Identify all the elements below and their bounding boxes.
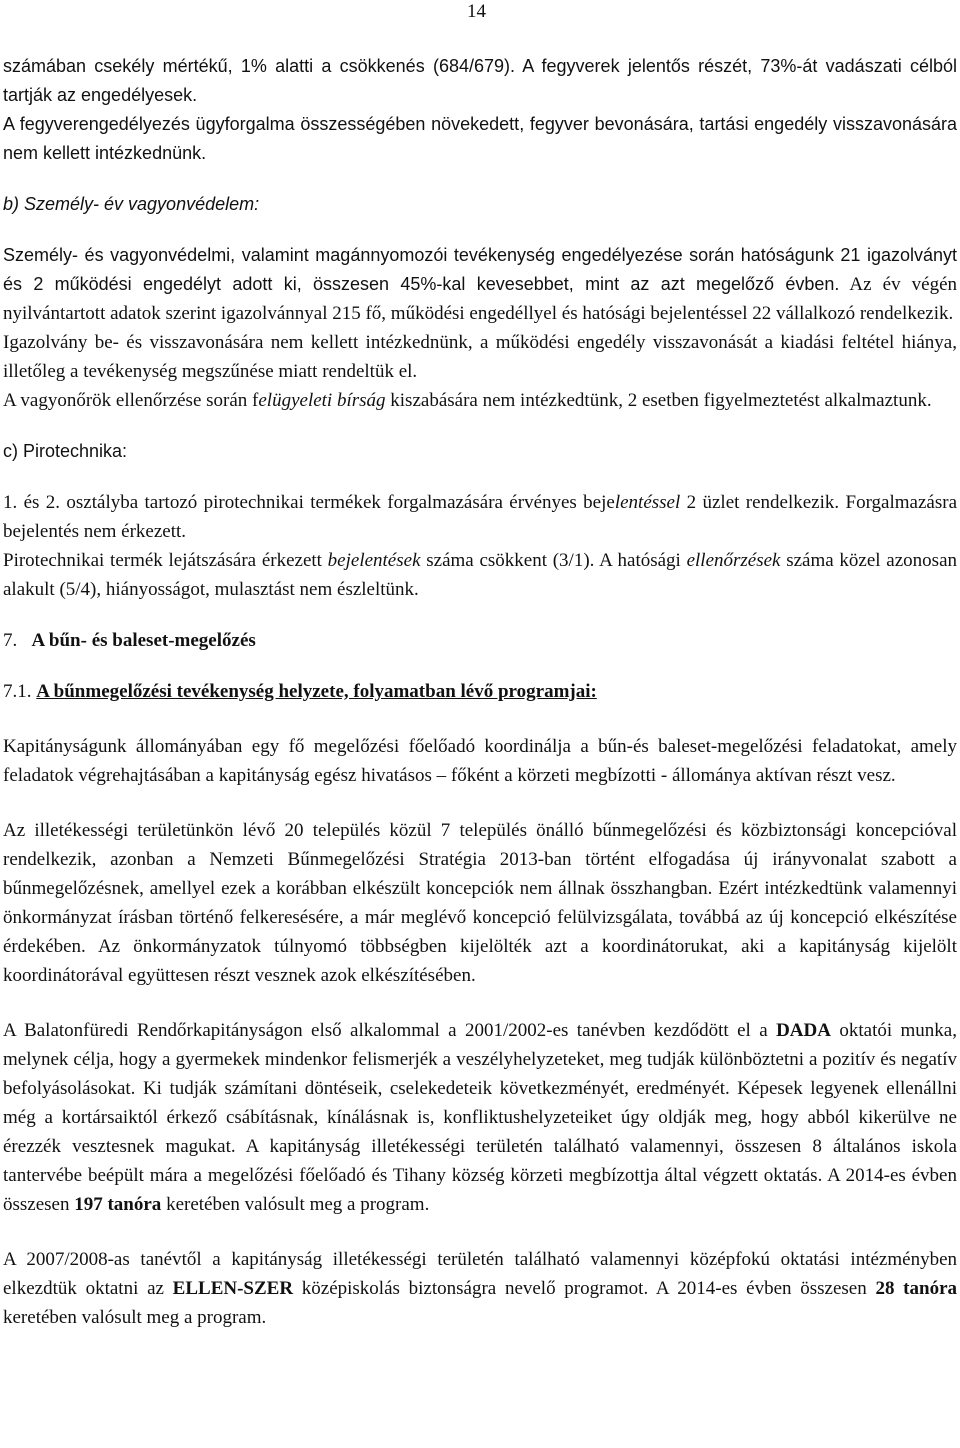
heading-c-pyrotechnics: c) Pirotechnika: bbox=[3, 441, 128, 461]
paragraph-security-licensing: Személy- és vagyonvédelmi, valamint magánnyomozói tevékenység engedélyezése során hatóságunk 21 igazolványt és 2 működési engedélyt adott ki, összesen 45%-kal kevesebbet, mint az azt megelőző évben. Az év végén nyilvántartott adatok szerint igazolvánnyal 215 fő, működési engedéllyel és hatósági bejelentéssel 22 vállalkozó rendelkezik. bbox=[3, 245, 957, 324]
section-7-heading: 7. A bűn- és baleset-megelőzés bbox=[3, 630, 256, 651]
page-number: 14 bbox=[467, 1, 486, 22]
paragraph-firearms-licensing: A fegyverengedélyezés ügyforgalma összességében növekedett, fegyver bevonására, tartási engedély visszavonására nem kellett intézkednünk. bbox=[3, 114, 957, 163]
paragraph-prevention-coordinator: Kapitányságunk állományában egy fő megelőzési főelőadó koordinálja a bűn-és baleset-megelőzési feladatokat, amely feladatok végrehajtásában a kapitányság egész hivatásos – főként a körzeti megbízotti - állománya aktívan részt vesz. bbox=[3, 736, 957, 786]
paragraph-pyrotechnics-checks: Pirotechnikai termék lejátszására érkezett bejelentések száma csökkent (3/1). A hatósági ellenőrzések száma közel azonosan alakult (5/4), hiányosságot, mulasztást nem észleltünk. bbox=[3, 550, 958, 600]
paragraph-municipal-concepts: Az illetékességi területünkön lévő 20 település közül 7 település önálló bűnmegelőzési és közbiztonsági koncepcióval rendelkezik, azonban a Nemzeti Bűnmegelőzési Stratégia 2013-ban történt elfogadása új irányvonalat szabott a bűnmegelőzésnek, amellyel ezek a korábban elkészült koncepciók nem állnak összhangban. Ezért intézkedtünk valamennyi önkormányzat írásban történő felkeresésére, a már meglévő koncepció felülvizsgálata, továbbá az új koncepció elkészítése érdekében. Az önkormányzatok túlnyomó többségben kijelölték azt a koordinátorukat, aki a kapitányság kijelölt koordinátorával együttesen részt vesznek azok elkészítésében. bbox=[3, 820, 957, 986]
paragraph-ellen-szer-program: A 2007/2008-as tanévtől a kapitányság illetékességi területén található valamennyi középfokú oktatási intézményben elkezdtük oktatni az ELLEN-SZER középiskolás biztonságra nevelő programot. A 2014-es évben összesen 28 tanóra keretében valósult meg a program. bbox=[3, 1249, 958, 1328]
paragraph-revocations: Igazolvány be- és visszavonására nem kellett intézkednünk, a működési engedély visszavonását a kiadási feltétel hiánya, illetőleg a tevékenység megszűnése miatt rendeltük el. bbox=[3, 332, 957, 382]
page-content bbox=[3, 52, 957, 1332]
section-7-1-heading: 7.1. A bűnmegelőzési tevékenység helyzete, folyamatban lévő programjai: bbox=[3, 681, 597, 702]
paragraph-dada-program: A Balatonfüredi Rendőrkapitányságon első alkalommal a 2001/2002-es tanévben kezdődött el a DADA oktatói munka, melynek célja, hogy a gyermekek mindenkor felismerjék a veszélyhelyzeteket, meg tudják különböztetni a pozitív és negatív befolyásolásokat. Ki tudják számítani döntéseik, cselekedeteik következményét, eredményét. Képesek legyenek ellenállni még a kortársaiktól érkező csábításnak, kínálásnak is, konfliktushelyzeteiket úgy oldják meg, hogy abból kikerülve ne érezzék vesztesnek magukat. A kapitányság illetékességi területén található valamennyi, összesen 8 általános iskola tantervébe beépült mára a megelőzési főelőadó és Tihany község körzeti megbízottja által végzett oktatás. A 2014-es évben összesen 197 tanóra keretében valósult meg a program. bbox=[3, 1020, 957, 1215]
paragraph-pyrotechnics-shops: 1. és 2. osztályba tartozó pirotechnikai termékek forgalmazására érvényes bejelentéssel 2 üzlet rendelkezik. Forgalmazásra bejelentés nem érkezett. bbox=[3, 492, 958, 542]
heading-b-property-protection: b) Személy- év vagyonvédelem: bbox=[3, 194, 260, 214]
paragraph-firearms-count: számában csekély mértékű, 1% alatti a csökkenés (684/679). A fegyverek jelentős részét, 73%-át vadászati célból tartják az engedélyesek. bbox=[3, 56, 957, 105]
paragraph-guard-inspections: A vagyonőrök ellenőrzése során felügyeleti bírság kiszabására nem intézkedtünk, 2 esetben figyelmeztetést alkalmaztunk. bbox=[3, 390, 932, 411]
